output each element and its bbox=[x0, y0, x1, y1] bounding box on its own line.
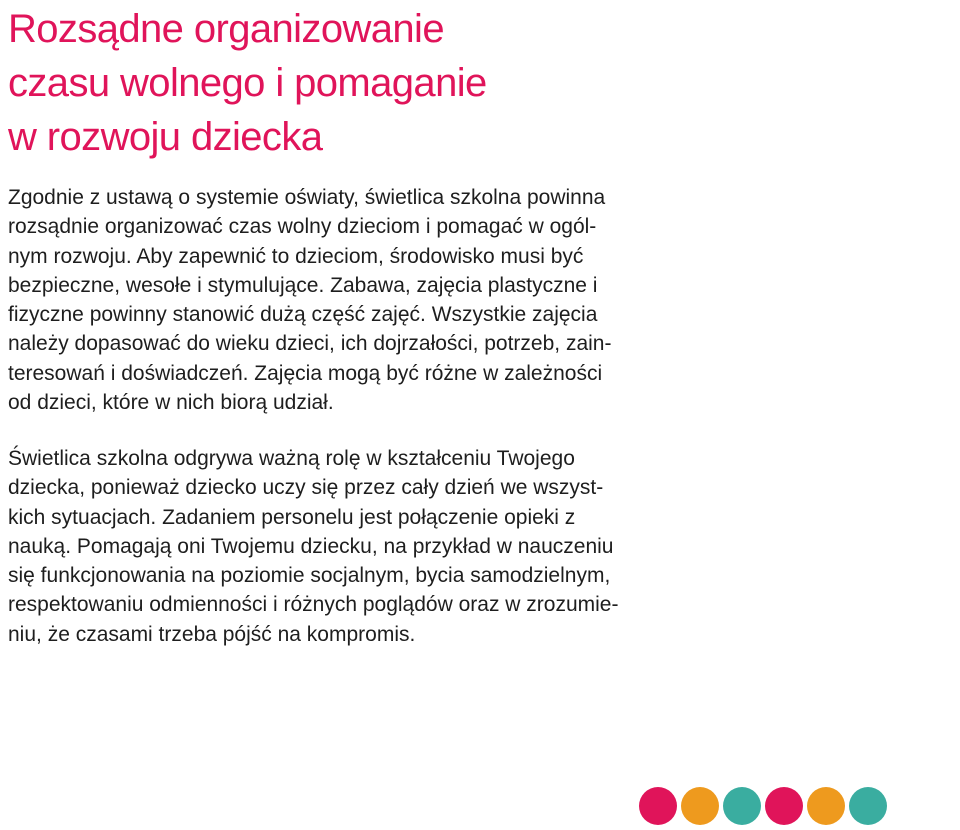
text-line: Świetlica szkolna odgrywa ważną rolę w kształceniu Twojego bbox=[8, 447, 575, 470]
text-line: niu, że czasami trzeba pójść na kompromis. bbox=[8, 622, 416, 646]
title-line: Rozsądne organizowanie bbox=[8, 7, 444, 51]
text-line: bezpieczne, wesołe i stymulujące. Zabawa, zajęcia plastyczne i bbox=[8, 273, 598, 297]
paragraph-2 bbox=[8, 444, 748, 649]
text-line: Zgodnie z ustawą o systemie oświaty, świetlica szkolna powinna bbox=[8, 186, 606, 209]
text-line: nauką. Pomagają oni Twojemu dziecku, na przykład w nauczeniu bbox=[8, 534, 614, 558]
dot-2 bbox=[681, 787, 719, 825]
text-line: się funkcjonowania na poziomie socjalnym, bycia samodzielnym, bbox=[8, 564, 611, 588]
text-line: fizyczne powinny stanowić dużą część zajęć. Wszystkie zajęcia bbox=[8, 303, 598, 327]
text-line: należy dopasować do wieku dzieci, ich dojrzałości, potrzeb, zain- bbox=[8, 332, 612, 356]
text-line: teresowań i doświadczeń. Zajęcia mogą być różne w zależności bbox=[8, 361, 603, 385]
page-title bbox=[8, 2, 708, 164]
text-line: rozsądnie organizować czas wolny dzieciom i pomagać w ogól- bbox=[8, 215, 597, 239]
text-line: respektowaniu odmienności i różnych poglądów oraz w zrozumie- bbox=[8, 593, 619, 617]
dot-1 bbox=[639, 787, 677, 825]
paragraph-1 bbox=[8, 183, 748, 417]
text-line: dziecka, ponieważ dziecko uczy się przez cały dzień we wszyst- bbox=[8, 476, 604, 500]
dot-3 bbox=[723, 787, 761, 825]
dot-4 bbox=[765, 787, 803, 825]
dot-5 bbox=[807, 787, 845, 825]
text-line: kich sytuacjach. Zadaniem personelu jest połączenie opieki z bbox=[8, 505, 576, 529]
dot-6 bbox=[849, 787, 887, 825]
title-line: czasu wolnego i pomaganie bbox=[8, 61, 487, 105]
text-line: nym rozwoju. Aby zapewnić to dzieciom, środowisko musi być bbox=[8, 244, 584, 268]
text-line: od dzieci, które w nich biorą udział. bbox=[8, 391, 334, 415]
title-line: w rozwoju dziecka bbox=[8, 115, 323, 159]
decorative-dots bbox=[639, 787, 887, 825]
